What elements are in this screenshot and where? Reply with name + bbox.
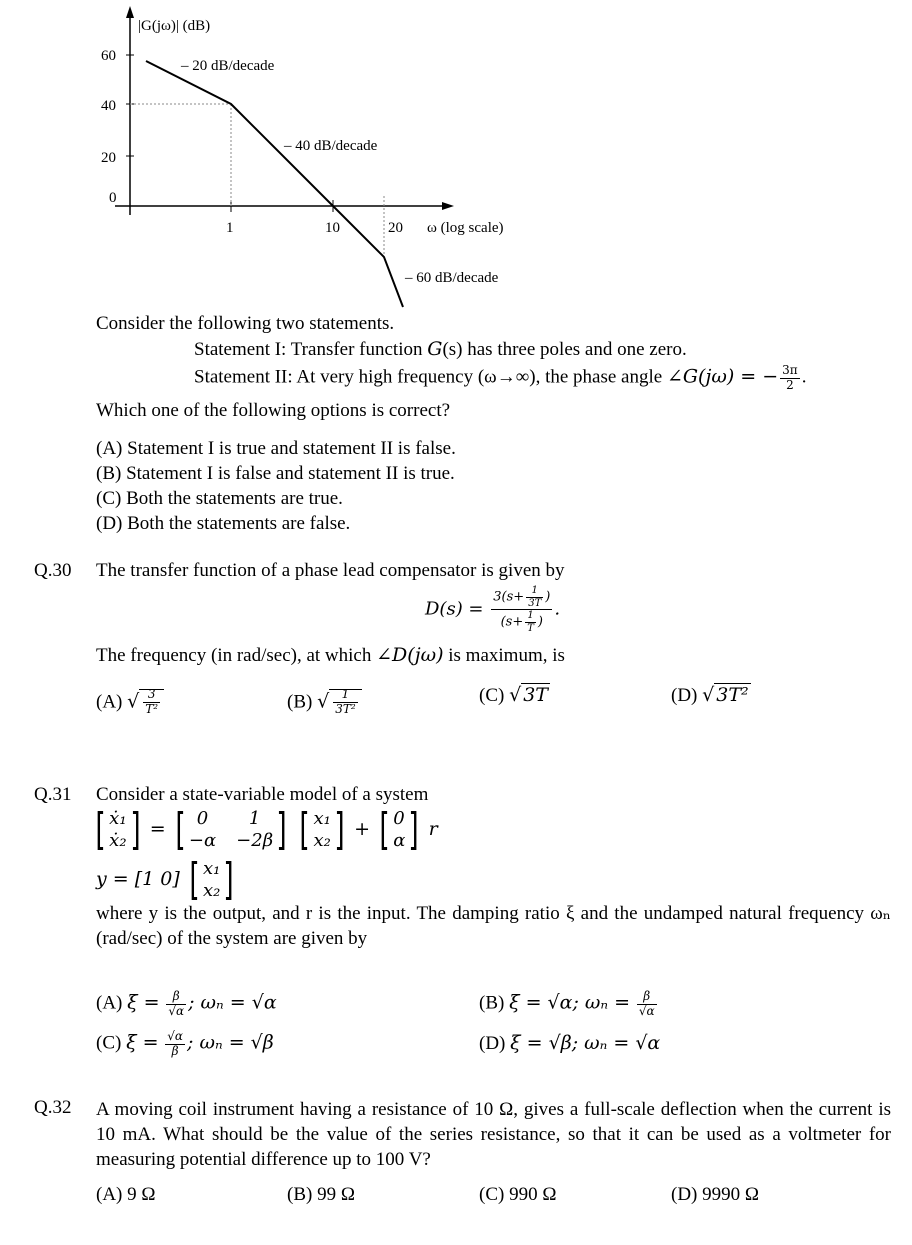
x-tick-20: 20 xyxy=(388,220,403,236)
slope-label-20: – 20 dB/decade xyxy=(181,58,275,74)
q30-formula: D(s) = 3(s+ $\frac{1}{3T}$ ) (s+ $\frac{1}{T}$ ) . xyxy=(425,585,561,634)
slope-label-60: – 60 dB/decade xyxy=(405,270,499,286)
q30-number: Q.30 xyxy=(34,560,72,581)
q32-text: A moving coil instrument having a resistance of 10 Ω, gives a full-scale deflection when the current is 10 mA. What should be the value of the series resistance, so that it can be used as a voltmeter for measuring potential difference up to 100 V? xyxy=(96,1099,891,1170)
q29-question: Which one of the following options is correct? xyxy=(96,400,451,421)
slope-label-40: – 40 dB/decade xyxy=(284,138,378,154)
q31-text: where y is the output, and r is the input. The damping ratio ξ and the undamped natural frequency ωₙ (rad/sec) of the system are given by xyxy=(96,903,891,949)
x-axis-label: ω (log scale) xyxy=(427,220,504,236)
q32-option-c[interactable]: (C) 990 Ω xyxy=(479,1184,557,1205)
formula-lhs: D(s) = xyxy=(425,598,484,620)
statement-2-frac-num: 3π xyxy=(782,363,798,377)
statement-2-math: ∠G(jω) = − xyxy=(666,365,779,388)
q29-statement-2: Statement II: At very high frequency (ω→∞), the phase angle ∠G(jω) = − $\frac{3\pi}{2}$ . xyxy=(194,363,807,392)
q32-option-d[interactable]: (D) 9990 Ω xyxy=(671,1184,759,1205)
y-tick-0: 0 xyxy=(109,190,117,206)
magnitude-curve xyxy=(146,61,403,307)
q31-option-d[interactable]: (D) ξ = √β; ωₙ = √α xyxy=(479,1032,661,1054)
q29-statement-1 xyxy=(194,338,687,362)
q31-option-a[interactable]: (A) ξ = $\frac{\beta}{√\alpha}$ ; ωₙ = √α xyxy=(96,989,277,1018)
x-tick-1: 1 xyxy=(226,220,234,236)
q29-option-d[interactable]: (D) Both the statements are false. xyxy=(96,513,351,534)
angle-d-expr: ∠D(jω) xyxy=(376,644,444,666)
q29-option-c[interactable]: (C) Both the statements are true. xyxy=(96,488,343,509)
y-axis-label: |G(jω)| (dB) xyxy=(138,18,211,34)
statement-1-arg: (s) xyxy=(442,339,463,360)
q31-output-equation: y = [1 0] [ x₁ x₂ ] xyxy=(96,854,235,905)
q32-number: Q.32 xyxy=(34,1097,72,1118)
q30-text-2: The frequency (in rad/sec), at which ∠D(jω) is maximum, is xyxy=(96,644,565,666)
x-axis-arrow xyxy=(442,202,454,210)
q30-option-a[interactable]: (A) √ $\frac{3}{\text{T²}}$ xyxy=(96,688,164,717)
q31-intro: Consider a state-variable model of a system xyxy=(96,784,429,805)
q29-option-b[interactable]: (B) Statement I is false and statement II is true. xyxy=(96,463,455,484)
y-tick-40: 40 xyxy=(101,98,116,114)
x-tick-10: 10 xyxy=(325,220,340,236)
q32-option-a[interactable]: (A) 9 Ω xyxy=(96,1184,156,1205)
statement-2-text: Statement II: At very high frequency (ω→∞), the phase angle xyxy=(194,366,667,388)
q30-option-d[interactable]: (D) √ 3T² xyxy=(671,684,749,706)
bode-plot xyxy=(0,0,560,315)
y-tick-20: 20 xyxy=(101,150,116,166)
statement-1-fn: G xyxy=(427,338,443,360)
q31-option-c[interactable]: (C) ξ = $\frac{√\alpha}{\beta}$ ; ωₙ = √β xyxy=(96,1029,274,1058)
statement-1-rest: has three poles and one zero. xyxy=(462,339,687,360)
q31-number: Q.31 xyxy=(34,784,72,805)
q32-option-b[interactable]: (B) 99 Ω xyxy=(287,1184,355,1205)
q30-option-b[interactable]: (B) √ $\frac{1}{\text{3T²}}$ xyxy=(287,688,362,717)
statement-1-text: Statement I: Transfer function xyxy=(194,339,428,360)
y-axis-arrow xyxy=(126,6,134,18)
q29-option-a[interactable]: (A) Statement I is true and statement II is false. xyxy=(96,438,456,459)
q31-state-equation: [ ẋ₁ ẋ₂ ] = [ 0 1 −α −2β ] [ x₁ x₂ ] + [ 0 α ] r xyxy=(95,804,438,855)
q30-text: The transfer function of a phase lead compensator is given by xyxy=(96,560,565,581)
q30-option-c[interactable]: (C) √ 3T xyxy=(479,684,548,706)
statement-2-frac-den: 2 xyxy=(786,377,794,392)
y-tick-60: 60 xyxy=(101,48,116,64)
q29-intro: Consider the following two statements. xyxy=(96,313,395,334)
q31-option-b[interactable]: (B) ξ = √α; ωₙ = $\frac{\beta}{√\alpha}$ xyxy=(479,989,655,1018)
